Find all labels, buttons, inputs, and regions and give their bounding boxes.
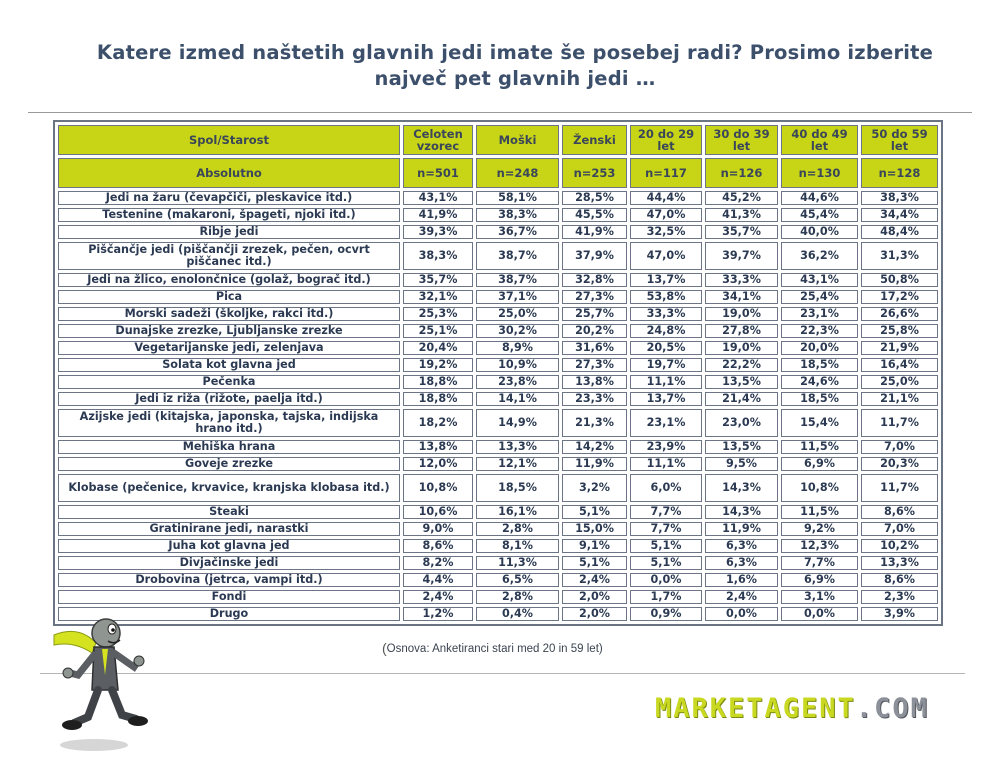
- value-cell: 2,4%: [705, 590, 778, 604]
- value-cell: 12,3%: [781, 539, 858, 553]
- value-cell: 41,3%: [705, 208, 778, 222]
- value-cell: 3,1%: [781, 590, 858, 604]
- value-cell: 1,7%: [630, 590, 702, 604]
- value-cell: 53,8%: [630, 290, 702, 304]
- row-label-cell: Jedi na žaru (čevapčiči, pleskavice itd.): [58, 191, 400, 205]
- value-cell: 38,3%: [403, 242, 473, 270]
- value-cell: 41,9%: [403, 208, 473, 222]
- value-cell: 11,7%: [861, 474, 938, 502]
- value-cell: 5,1%: [630, 556, 702, 570]
- absolute-cell: n=117: [630, 158, 702, 188]
- value-cell: 25,7%: [562, 307, 627, 321]
- table-row: [58, 290, 938, 304]
- value-cell: 23,1%: [781, 307, 858, 321]
- table-row: [58, 556, 938, 570]
- value-cell: 10,9%: [476, 358, 559, 372]
- header-cell: Spol/Starost: [58, 125, 400, 155]
- value-cell: 8,6%: [861, 505, 938, 519]
- value-cell: 8,6%: [861, 573, 938, 587]
- table-row: [58, 191, 938, 205]
- bottom-divider: [40, 673, 965, 674]
- value-cell: 13,5%: [705, 375, 778, 389]
- value-cell: 7,7%: [630, 522, 702, 536]
- row-label-cell: Klobase (pečenice, krvavice, kranjska klobasa itd.): [58, 474, 400, 502]
- footnote: [382, 640, 603, 656]
- value-cell: 47,0%: [630, 208, 702, 222]
- value-cell: 17,2%: [861, 290, 938, 304]
- table-row: [58, 409, 938, 437]
- value-cell: 18,8%: [403, 375, 473, 389]
- header-cell: 40 do 49 let: [781, 125, 858, 155]
- value-cell: 43,1%: [781, 273, 858, 287]
- value-cell: 10,8%: [403, 474, 473, 502]
- value-cell: 58,1%: [476, 191, 559, 205]
- value-cell: 45,5%: [562, 208, 627, 222]
- row-label-cell: Vegetarijanske jedi, zelenjava: [58, 341, 400, 355]
- row-label-cell: Dunajske zrezke, Ljubljanske zrezke: [58, 324, 400, 338]
- value-cell: 23,0%: [705, 409, 778, 437]
- value-cell: 2,4%: [403, 590, 473, 604]
- header-cell: Celoten vzorec: [403, 125, 473, 155]
- table-row: [58, 242, 938, 270]
- value-cell: 21,4%: [705, 392, 778, 406]
- value-cell: 41,9%: [562, 225, 627, 239]
- value-cell: 32,1%: [403, 290, 473, 304]
- row-label-cell: Mehiška hrana: [58, 440, 400, 454]
- value-cell: 6,9%: [781, 457, 858, 471]
- value-cell: 50,8%: [861, 273, 938, 287]
- value-cell: 34,4%: [861, 208, 938, 222]
- absolute-cell: n=501: [403, 158, 473, 188]
- footnote-label: Osnova: [386, 643, 427, 655]
- value-cell: 16,1%: [476, 505, 559, 519]
- value-cell: 0,0%: [630, 573, 702, 587]
- value-cell: 7,7%: [630, 505, 702, 519]
- value-cell: 13,7%: [630, 392, 702, 406]
- value-cell: 5,1%: [562, 505, 627, 519]
- value-cell: 28,5%: [562, 191, 627, 205]
- value-cell: 11,7%: [861, 409, 938, 437]
- value-cell: 19,2%: [403, 358, 473, 372]
- value-cell: 0,0%: [781, 607, 858, 621]
- value-cell: 2,0%: [562, 607, 627, 621]
- header-cell: 30 do 39 let: [705, 125, 778, 155]
- row-label-cell: Testenine (makaroni, špageti, njoki itd.): [58, 208, 400, 222]
- table-row: [58, 590, 938, 604]
- table-row: [58, 457, 938, 471]
- logo-main-text: MARKETAGENT: [655, 693, 856, 724]
- row-label-cell: Azijske jedi (kitajska, japonska, tajska, indijska hrano itd.): [58, 409, 400, 437]
- value-cell: 48,4%: [861, 225, 938, 239]
- value-cell: 15,0%: [562, 522, 627, 536]
- value-cell: 15,4%: [781, 409, 858, 437]
- absolute-cell: n=128: [861, 158, 938, 188]
- value-cell: 22,3%: [781, 324, 858, 338]
- table-header-row: [58, 125, 938, 155]
- value-cell: 0,9%: [630, 607, 702, 621]
- value-cell: 14,1%: [476, 392, 559, 406]
- row-label-cell: Juha kot glavna jed: [58, 539, 400, 553]
- value-cell: 1,6%: [705, 573, 778, 587]
- value-cell: 35,7%: [403, 273, 473, 287]
- value-cell: 24,8%: [630, 324, 702, 338]
- absolute-cell: n=248: [476, 158, 559, 188]
- value-cell: 14,3%: [705, 505, 778, 519]
- row-label-cell: Steaki: [58, 505, 400, 519]
- value-cell: 11,5%: [781, 505, 858, 519]
- value-cell: 38,3%: [476, 208, 559, 222]
- table-absolute-row: [58, 158, 938, 188]
- table-row: [58, 474, 938, 502]
- table-row: [58, 440, 938, 454]
- page-title: [40, 40, 990, 92]
- value-cell: 38,3%: [861, 191, 938, 205]
- value-cell: 20,3%: [861, 457, 938, 471]
- value-cell: 8,9%: [476, 341, 559, 355]
- value-cell: 20,4%: [403, 341, 473, 355]
- value-cell: 22,2%: [705, 358, 778, 372]
- table-row: [58, 358, 938, 372]
- header-cell: Ženski: [562, 125, 627, 155]
- table-row: [58, 307, 938, 321]
- value-cell: 11,5%: [781, 440, 858, 454]
- value-cell: 13,8%: [562, 375, 627, 389]
- value-cell: 24,6%: [781, 375, 858, 389]
- running-mascot-icon: [34, 595, 154, 755]
- value-cell: 11,9%: [562, 457, 627, 471]
- value-cell: 25,0%: [476, 307, 559, 321]
- value-cell: 39,3%: [403, 225, 473, 239]
- value-cell: 10,8%: [781, 474, 858, 502]
- value-cell: 19,0%: [705, 307, 778, 321]
- table-row: [58, 539, 938, 553]
- table-row: [58, 392, 938, 406]
- value-cell: 33,3%: [705, 273, 778, 287]
- value-cell: 20,0%: [781, 341, 858, 355]
- value-cell: 14,2%: [562, 440, 627, 454]
- table-body: [58, 191, 938, 621]
- value-cell: 27,8%: [705, 324, 778, 338]
- value-cell: 9,5%: [705, 457, 778, 471]
- header-cell: 50 do 59 let: [861, 125, 938, 155]
- results-table: [53, 120, 943, 626]
- value-cell: 9,2%: [781, 522, 858, 536]
- value-cell: 25,4%: [781, 290, 858, 304]
- value-cell: 25,1%: [403, 324, 473, 338]
- table-row: [58, 573, 938, 587]
- value-cell: 20,5%: [630, 341, 702, 355]
- value-cell: 19,7%: [630, 358, 702, 372]
- value-cell: 37,9%: [562, 242, 627, 270]
- value-cell: 6,0%: [630, 474, 702, 502]
- value-cell: 7,7%: [781, 556, 858, 570]
- value-cell: 13,8%: [403, 440, 473, 454]
- brand-logo: [655, 694, 929, 724]
- value-cell: 44,6%: [781, 191, 858, 205]
- value-cell: 6,3%: [705, 539, 778, 553]
- row-label-cell: Morski sadeži (školjke, rakci itd.): [58, 307, 400, 321]
- value-cell: 12,1%: [476, 457, 559, 471]
- value-cell: 9,0%: [403, 522, 473, 536]
- absolute-cell: n=126: [705, 158, 778, 188]
- value-cell: 1,2%: [403, 607, 473, 621]
- value-cell: 14,9%: [476, 409, 559, 437]
- value-cell: 40,0%: [781, 225, 858, 239]
- value-cell: 32,5%: [630, 225, 702, 239]
- value-cell: 47,0%: [630, 242, 702, 270]
- value-cell: 27,3%: [562, 290, 627, 304]
- value-cell: 34,1%: [705, 290, 778, 304]
- row-label-cell: Pečenka: [58, 375, 400, 389]
- value-cell: 18,8%: [403, 392, 473, 406]
- absolute-cell: Absolutno: [58, 158, 400, 188]
- value-cell: 20,2%: [562, 324, 627, 338]
- row-label-cell: Fondi: [58, 590, 400, 604]
- value-cell: 45,2%: [705, 191, 778, 205]
- value-cell: 26,6%: [861, 307, 938, 321]
- value-cell: 13,7%: [630, 273, 702, 287]
- value-cell: 11,9%: [705, 522, 778, 536]
- value-cell: 10,2%: [861, 539, 938, 553]
- value-cell: 21,3%: [562, 409, 627, 437]
- value-cell: 21,1%: [861, 392, 938, 406]
- value-cell: 5,1%: [630, 539, 702, 553]
- header-cell: Moški: [476, 125, 559, 155]
- value-cell: 2,8%: [476, 522, 559, 536]
- value-cell: 35,7%: [705, 225, 778, 239]
- value-cell: 38,7%: [476, 242, 559, 270]
- value-cell: 18,2%: [403, 409, 473, 437]
- value-cell: 38,7%: [476, 273, 559, 287]
- title-line-1: Katere izmed naštetih glavnih jedi imate še posebej radi? Prosimo izberite: [96, 41, 934, 64]
- value-cell: 31,6%: [562, 341, 627, 355]
- value-cell: 23,8%: [476, 375, 559, 389]
- value-cell: 18,5%: [781, 358, 858, 372]
- value-cell: 11,1%: [630, 457, 702, 471]
- title-line-2: največ pet glavnih jedi …: [374, 67, 656, 90]
- value-cell: 0,4%: [476, 607, 559, 621]
- value-cell: 10,6%: [403, 505, 473, 519]
- table-row: [58, 607, 938, 621]
- value-cell: 2,8%: [476, 590, 559, 604]
- value-cell: 3,9%: [861, 607, 938, 621]
- value-cell: 7,0%: [861, 522, 938, 536]
- table-row: [58, 505, 938, 519]
- value-cell: 4,4%: [403, 573, 473, 587]
- table-row: [58, 324, 938, 338]
- value-cell: 37,1%: [476, 290, 559, 304]
- value-cell: 25,3%: [403, 307, 473, 321]
- row-label-cell: Drugo: [58, 607, 400, 621]
- value-cell: 32,8%: [562, 273, 627, 287]
- value-cell: 45,4%: [781, 208, 858, 222]
- value-cell: 25,0%: [861, 375, 938, 389]
- value-cell: 12,0%: [403, 457, 473, 471]
- value-cell: 18,5%: [781, 392, 858, 406]
- table-row: [58, 375, 938, 389]
- value-cell: 25,8%: [861, 324, 938, 338]
- value-cell: 23,1%: [630, 409, 702, 437]
- top-divider: [28, 112, 972, 113]
- value-cell: 16,4%: [861, 358, 938, 372]
- value-cell: 9,1%: [562, 539, 627, 553]
- absolute-cell: n=253: [562, 158, 627, 188]
- value-cell: 8,6%: [403, 539, 473, 553]
- value-cell: 27,3%: [562, 358, 627, 372]
- value-cell: 0,0%: [705, 607, 778, 621]
- row-label-cell: Goveje zrezke: [58, 457, 400, 471]
- value-cell: 36,2%: [781, 242, 858, 270]
- value-cell: 2,0%: [562, 590, 627, 604]
- table-row: [58, 208, 938, 222]
- value-cell: 36,7%: [476, 225, 559, 239]
- value-cell: 2,4%: [562, 573, 627, 587]
- results-table-container: [53, 120, 940, 626]
- logo-domain-text: .COM: [855, 693, 929, 724]
- value-cell: 30,2%: [476, 324, 559, 338]
- value-cell: 13,3%: [476, 440, 559, 454]
- value-cell: 8,1%: [476, 539, 559, 553]
- value-cell: 33,3%: [630, 307, 702, 321]
- row-label-cell: Solata kot glavna jed: [58, 358, 400, 372]
- value-cell: 6,3%: [705, 556, 778, 570]
- table-row: [58, 522, 938, 536]
- value-cell: 18,5%: [476, 474, 559, 502]
- table-row: [58, 341, 938, 355]
- value-cell: 23,3%: [562, 392, 627, 406]
- row-label-cell: Divjačinske jedi: [58, 556, 400, 570]
- value-cell: 2,3%: [861, 590, 938, 604]
- value-cell: 14,3%: [705, 474, 778, 502]
- value-cell: 5,1%: [562, 556, 627, 570]
- value-cell: 6,9%: [781, 573, 858, 587]
- row-label-cell: Pica: [58, 290, 400, 304]
- row-label-cell: Piščančje jedi (piščančji zrezek, pečen, ocvrt piščanec itd.): [58, 242, 400, 270]
- value-cell: 3,2%: [562, 474, 627, 502]
- row-label-cell: Jedi na žlico, enolončnice (golaž, bograč itd.): [58, 273, 400, 287]
- header-cell: 20 do 29 let: [630, 125, 702, 155]
- footnote-text: : Anketiranci stari med 20 in 59 let): [426, 643, 603, 655]
- value-cell: 8,2%: [403, 556, 473, 570]
- value-cell: 39,7%: [705, 242, 778, 270]
- value-cell: 11,1%: [630, 375, 702, 389]
- value-cell: 7,0%: [861, 440, 938, 454]
- value-cell: 11,3%: [476, 556, 559, 570]
- value-cell: 44,4%: [630, 191, 702, 205]
- value-cell: 23,9%: [630, 440, 702, 454]
- table-row: [58, 273, 938, 287]
- value-cell: 21,9%: [861, 341, 938, 355]
- value-cell: 19,0%: [705, 341, 778, 355]
- row-label-cell: Drobovina (jetrca, vampi itd.): [58, 573, 400, 587]
- row-label-cell: Jedi iz riža (rižote, paelja itd.): [58, 392, 400, 406]
- value-cell: 13,3%: [861, 556, 938, 570]
- row-label-cell: Ribje jedi: [58, 225, 400, 239]
- value-cell: 6,5%: [476, 573, 559, 587]
- row-label-cell: Gratinirane jedi, narastki: [58, 522, 400, 536]
- value-cell: 43,1%: [403, 191, 473, 205]
- footnote-paren: (: [382, 640, 387, 656]
- value-cell: 13,5%: [705, 440, 778, 454]
- value-cell: 31,3%: [861, 242, 938, 270]
- table-row: [58, 225, 938, 239]
- absolute-cell: n=130: [781, 158, 858, 188]
